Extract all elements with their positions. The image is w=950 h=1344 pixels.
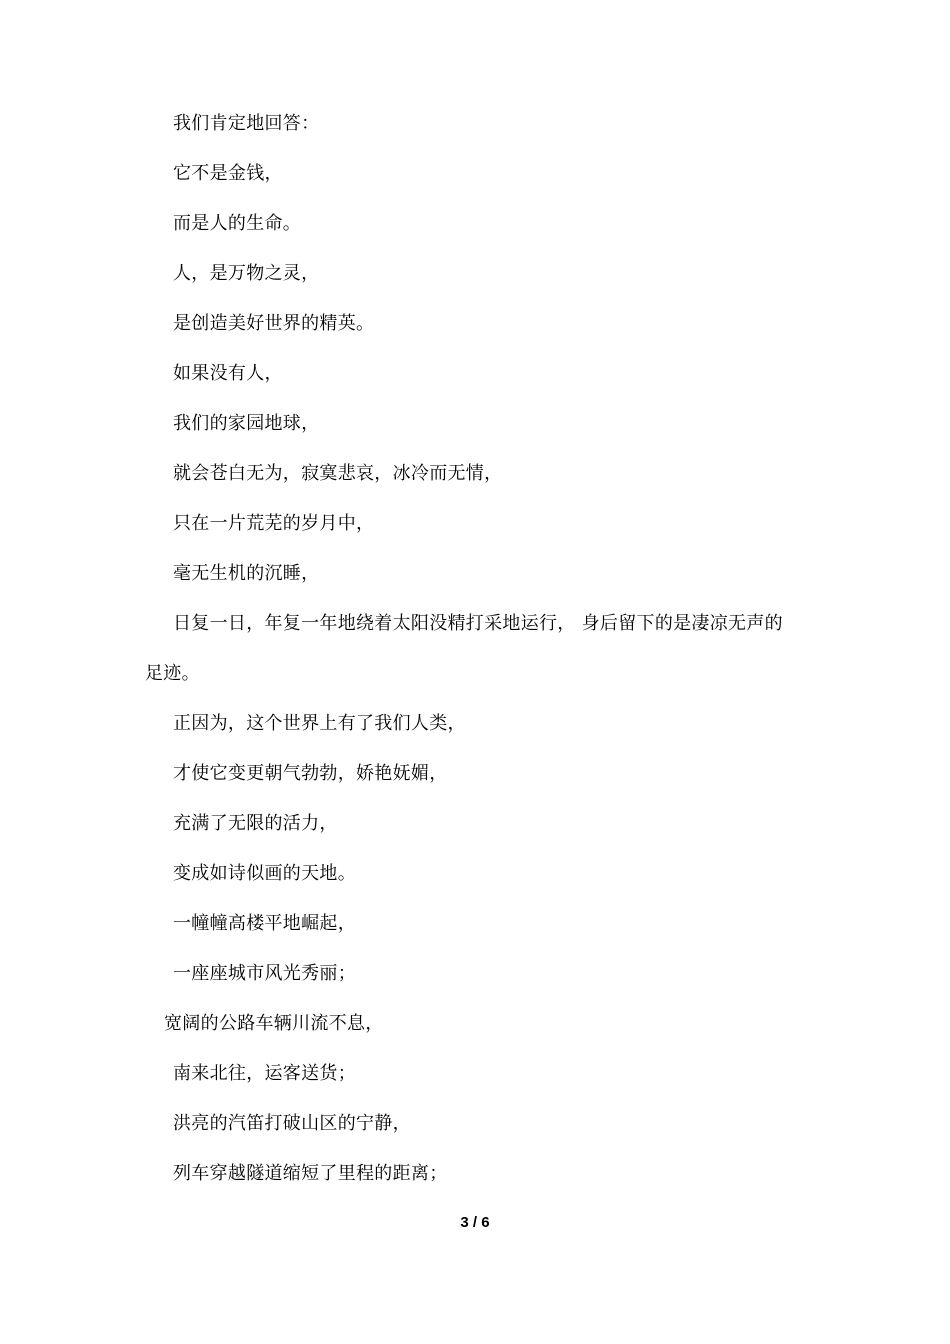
text-line: 它不是金钱， <box>173 163 283 184</box>
text-line: 充满了无限的活力， <box>173 813 338 834</box>
text-line: 是创造美好世界的精英。 <box>173 313 375 334</box>
text-line: 列车穿越隧道缩短了里程的距离； <box>173 1163 448 1184</box>
text-line: 我们肯定地回答： <box>173 113 320 134</box>
text-line: 而是人的生命。 <box>173 213 302 234</box>
text-line: 足迹。 <box>145 663 200 684</box>
text-line: 才使它变更朝气勃勃，娇艳妩媚， <box>173 763 448 784</box>
text-line: 一座座城市风光秀丽； <box>173 963 356 984</box>
text-line: 正因为，这个世界上有了我们人类， <box>173 713 466 734</box>
text-line: 就会苍白无为，寂寞悲哀，冰冷而无情， <box>173 463 503 484</box>
text-line: 我们的家园地球， <box>173 413 320 434</box>
text-line: 宽阔的公路车辆川流不息， <box>164 1013 384 1034</box>
text-line: 只在一片荒芜的岁月中， <box>173 513 375 534</box>
text-line: 洪亮的汽笛打破山区的宁静， <box>173 1113 411 1134</box>
text-line: 一幢幢高楼平地崛起， <box>173 913 356 934</box>
text-line: 人，是万物之灵， <box>173 263 320 284</box>
page-number: 3 / 6 <box>460 1214 490 1231</box>
text-line: 毫无生机的沉睡， <box>173 563 320 584</box>
text-line: 如果没有人， <box>173 363 283 384</box>
text-line: 变成如诗似画的天地。 <box>173 863 356 884</box>
text-line: 南来北往，运客送货； <box>173 1063 356 1084</box>
text-line: 日复一日，年复一年地绕着太阳没精打采地运行， 身后留下的是凄凉无声的 <box>173 613 783 634</box>
